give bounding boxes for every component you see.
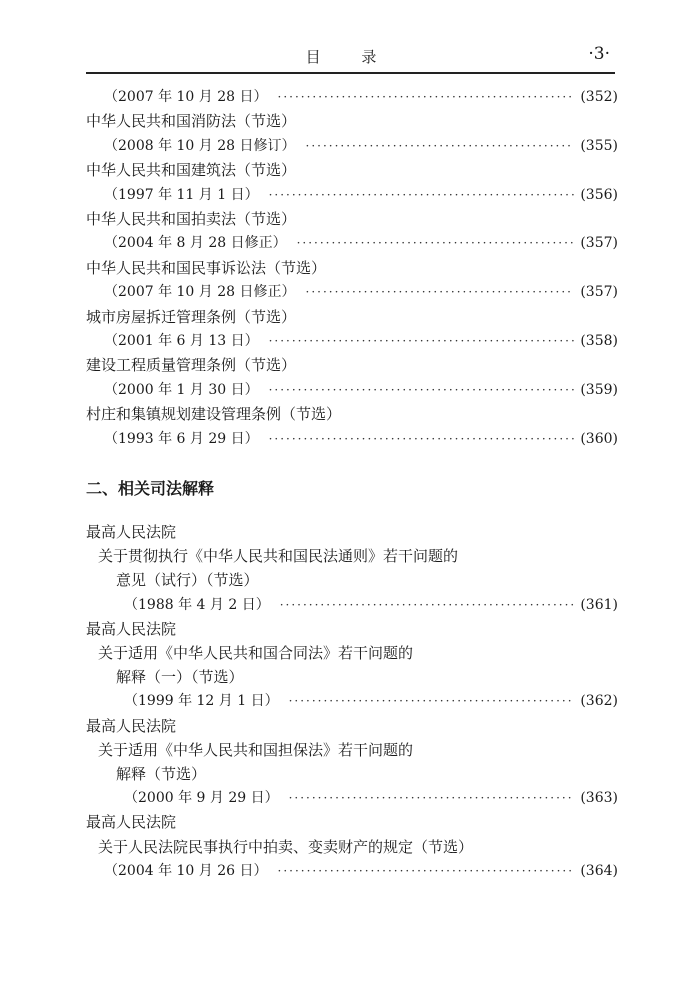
section-heading: 二、相关司法解释 (86, 479, 215, 498)
toc-entry-line (124, 787, 618, 809)
dot-leader (306, 135, 575, 157)
toc-subtitle: 解释（一）（节选） (116, 668, 244, 687)
toc-entry-line (104, 86, 618, 108)
issuer-name: 最高人民法院 (86, 716, 177, 735)
toc-title: 村庄和集镇规划建设管理条例（节选） (86, 405, 342, 424)
dot-leader (269, 330, 575, 352)
toc-entry-line (104, 184, 618, 206)
dot-leader (289, 690, 575, 712)
page-number: ·3· (588, 44, 610, 64)
entry-date: （1988 年 4 月 2 日） (124, 596, 270, 613)
entry-page-number: (357) (580, 235, 618, 252)
entry-page-number: (363) (580, 790, 618, 807)
issuer-name: 最高人民法院 (86, 619, 177, 638)
toc-title: 建设工程质量管理条例（节选） (86, 356, 297, 375)
entry-date: （2000 年 9 月 29 日） (124, 790, 279, 807)
dot-leader (278, 86, 575, 108)
header-rule (86, 72, 615, 74)
entry-date: （2008 年 10 月 28 日修订） (104, 137, 296, 154)
entry-date: （2007 年 10 月 28 日） (104, 89, 268, 105)
issuer-name: 最高人民法院 (86, 813, 177, 832)
toc-title: 中华人民共和国民事诉讼法（节选） (86, 258, 327, 277)
toc-entry-line (124, 594, 618, 616)
toc-entry-line (104, 232, 618, 254)
dot-leader (289, 787, 575, 809)
entry-date: （2004 年 10 月 26 日） (104, 862, 268, 879)
entry-page-number: (358) (580, 333, 618, 349)
entry-page-number: (361) (580, 596, 618, 613)
entry-date: （1993 年 6 月 29 日） (104, 430, 259, 447)
entry-page-number: (364) (580, 862, 618, 879)
dot-leader (269, 184, 575, 206)
entry-page-number: (352) (580, 89, 618, 105)
entry-date: （1999 年 12 月 1 日） (124, 693, 279, 710)
toc-entry-line (104, 428, 618, 450)
toc-subtitle: 解释（节选） (116, 765, 207, 783)
toc-title: 中华人民共和国拍卖法（节选） (86, 210, 297, 228)
entry-date: （2004 年 8 月 28 日修正） (104, 235, 287, 252)
entry-date: （2000 年 1 月 30 日） (104, 381, 259, 398)
entry-page-number: (355) (580, 137, 618, 154)
toc-title: 城市房屋拆迁管理条例（节选） (86, 307, 297, 326)
dot-leader (306, 281, 575, 303)
toc-subtitle: 关于适用《中华人民共和国合同法》若干问题的 (98, 644, 414, 662)
toc-subtitle: 关于人民法院民事执行中拍卖、变卖财产的规定（节选） (98, 837, 474, 856)
dot-leader (269, 379, 575, 401)
entry-page-number: (360) (580, 430, 618, 447)
entry-page-number: (357) (580, 284, 618, 301)
dot-leader (297, 232, 575, 254)
dot-leader (278, 860, 575, 882)
toc-entry-line (104, 281, 618, 303)
toc-entry-line (104, 379, 618, 401)
entry-date: （2007 年 10 月 28 日修正） (104, 284, 296, 301)
dot-leader (280, 594, 575, 616)
page-header (86, 42, 614, 68)
toc-title: 中华人民共和国建筑法（节选） (86, 161, 297, 180)
toc-entry-line (104, 330, 618, 352)
issuer-name: 最高人民法院 (86, 523, 177, 541)
toc-subtitle: 关于适用《中华人民共和国担保法》若干问题的 (98, 740, 414, 759)
header-title: 目 录 (305, 48, 395, 66)
dot-leader (269, 428, 575, 450)
toc-entry-line (104, 860, 618, 882)
entry-page-number: (356) (580, 186, 618, 203)
toc-entry-line (124, 690, 618, 712)
toc-title: 中华人民共和国消防法（节选） (86, 112, 297, 131)
entry-page-number: (359) (580, 381, 618, 398)
entry-date: （1997 年 11 月 1 日） (104, 186, 259, 203)
toc-entry-line (104, 135, 618, 157)
entry-date: （2001 年 6 月 13 日） (104, 333, 259, 349)
toc-subtitle: 关于贯彻执行《中华人民共和国民法通则》若干问题的 (98, 547, 459, 566)
toc-subtitle: 意见（试行）（节选） (116, 571, 259, 590)
entry-page-number: (362) (580, 693, 618, 710)
